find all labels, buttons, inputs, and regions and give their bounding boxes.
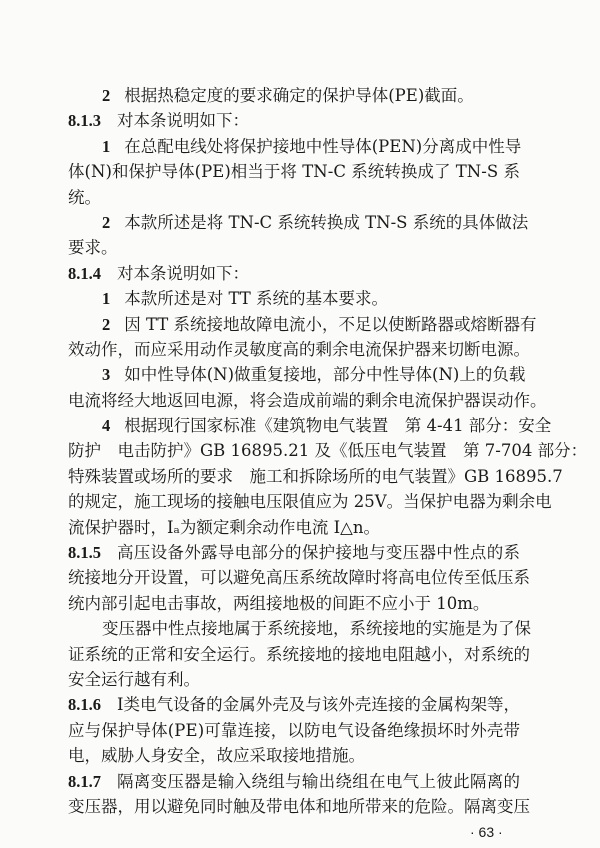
text-line: [68, 438, 588, 463]
line-text: 统接地分开设置，可以避免高压系统故障时将高电位传至低压系: [68, 568, 530, 588]
item-number: 2: [102, 86, 111, 105]
section-number: 8.1.6: [68, 695, 101, 715]
line-text: 统内部引起电击事故，两组接地极的间距不应小于 10m。: [68, 593, 490, 613]
line-text: 特殊装置或场所的要求 施工和拆除场所的电气装置》GB 16895.7: [68, 466, 563, 486]
text-line: [68, 591, 520, 616]
item-number: 4: [102, 416, 111, 436]
line-text: 统。: [68, 187, 101, 207]
item-number: 1: [102, 289, 111, 309]
text-line: [68, 210, 529, 235]
section-number: 8.1.5: [68, 543, 101, 563]
text-line: [68, 362, 526, 387]
line-text: 根据现行国家标准《建筑物电气装置 第 4-41 部分：安全: [124, 416, 552, 436]
line-text: 应与保护导体(PE)可靠连接，以防电气设备绝缘损坏时外壳带: [68, 720, 521, 740]
text-line: [68, 515, 520, 540]
text-line: [68, 667, 520, 692]
section-line: [68, 108, 520, 133]
line-text: 电流将经大地返回电源，将会造成前端的剩余电流保护器误动作。: [68, 390, 547, 410]
line-text: 根据热稳定度的要求确定的保护导体(PE)截面。: [124, 86, 474, 105]
line-text: 变压器，用以避免同时触及带电体和地所带来的危险。隔离变压: [68, 796, 530, 816]
item-number: 1: [102, 136, 111, 156]
text-line: [68, 235, 520, 260]
line-text: 证系统的正常和安全运行。系统接地的接地电阻越小，对系统的: [68, 644, 530, 664]
text-line: [68, 565, 530, 590]
text-line: [68, 413, 552, 438]
text-line: [68, 159, 520, 184]
line-text: 对本条说明如下：: [117, 111, 249, 131]
line-text: 变压器中性点接地属于系统接地，系统接地的实施是为了保: [102, 619, 531, 639]
text-line: [68, 134, 520, 159]
line-text: 隔离变压器是输入绕组与输出绕组在电气上彼此隔离的: [117, 771, 521, 791]
line-text: 流保护器时，Iₐ为额定剩余动作电流 I△n。: [68, 517, 380, 537]
section-line: [68, 540, 520, 565]
line-text: 电，威胁人身安全，故应采取接地措施。: [68, 746, 365, 766]
section-line: [68, 692, 520, 717]
text-line: [68, 743, 520, 768]
page-number: · 63 ·: [470, 824, 503, 840]
section-line: [68, 769, 520, 794]
text-line: [68, 616, 531, 641]
item-number: 2: [102, 314, 111, 334]
line-text: 效动作，而应采用动作灵敏度高的剩余电流保护器来切断电源。: [68, 339, 530, 359]
line-text: 要求。: [68, 238, 118, 258]
line-text: Ⅰ类电气设备的金属外壳及与该外壳连接的金属构架等，: [117, 695, 521, 715]
text-line: [68, 83, 520, 108]
line-text: 防护 电击防护》GB 16895.21 及《低压电气装置 第 7-704 部分：: [68, 441, 588, 461]
line-text: 对本条说明如下：: [117, 263, 249, 283]
section-number: 8.1.7: [68, 771, 101, 791]
item-number: 3: [102, 365, 111, 385]
text-line: [68, 185, 520, 210]
line-text: 如中性导体(N)做重复接地，部分中性导体(N)上的负载: [124, 365, 526, 385]
text-line: [68, 286, 520, 311]
text-line: [68, 388, 547, 413]
section-line: [68, 261, 520, 286]
text-line: [68, 642, 530, 667]
line-text: 安全运行越有利。: [68, 669, 200, 689]
text-line: [68, 794, 530, 819]
line-text: 体(N)和保护导体(PE)相当于将 TN-C 系统转换成了 TN-S 系: [68, 162, 521, 182]
line-text: 高压设备外露导电部分的保护接地与变压器中性点的系: [117, 543, 521, 563]
text-line: [68, 312, 537, 337]
line-text: 因 TT 系统接地故障电流小，不足以使断路器或熔断器有: [124, 314, 537, 334]
document-body: [68, 83, 588, 819]
text-line: [68, 718, 520, 743]
text-line: [68, 489, 552, 514]
text-line: [68, 337, 530, 362]
item-number: 2: [102, 212, 111, 232]
line-text: 的规定，施工现场的接触电压限值应为 25V。当保护电器为剩余电: [68, 492, 552, 512]
section-number: 8.1.3: [68, 111, 101, 131]
line-text: 本款所述是对 TT 系统的基本要求。: [124, 289, 389, 309]
line-text: 本款所述是将 TN-C 系统转换成 TN-S 系统的具体做法: [124, 212, 529, 232]
text-line: [68, 464, 563, 489]
section-number: 8.1.4: [68, 263, 101, 283]
line-text: 在总配电线处将保护接地中性导体(PEN)分离成中性导: [124, 136, 522, 156]
